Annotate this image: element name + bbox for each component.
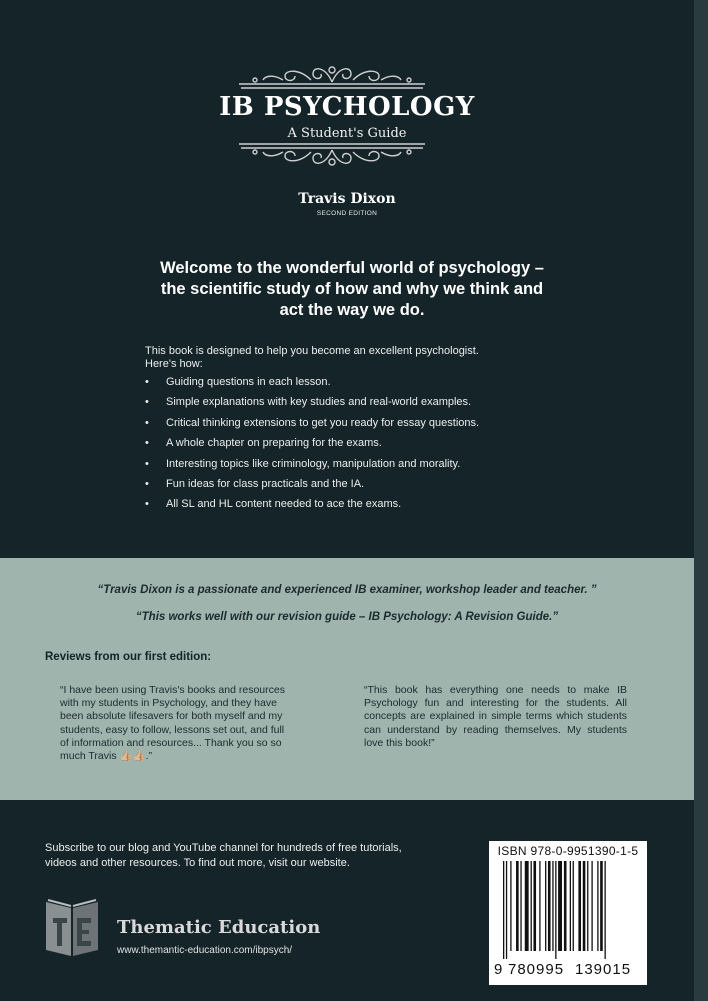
bullet-icon: • (145, 376, 149, 388)
barcode-bar (600, 861, 603, 951)
open-book-te-icon (44, 896, 100, 960)
barcode-digit-first: 9 (494, 961, 503, 978)
review-line: been absolute lifesavers for both myself and my (60, 710, 283, 723)
barcode-digits (489, 961, 647, 979)
endorsement-quote: “Travis Dixon is a passionate and experienced IB examiner, workshop leader and teacher. ” (97, 584, 597, 596)
intro-lead-line: Here's how: (145, 358, 203, 370)
review-line: of information and resources... Thank you so so (60, 736, 282, 749)
feature-text: A whole chapter on preparing for the exams. (166, 437, 382, 450)
feature-item (145, 478, 585, 498)
book-title: IB PSYCHOLOGY (219, 92, 475, 122)
flourish-top-icon (235, 60, 429, 92)
publisher-website: www.themantic-education.com/ibpsych/ (117, 945, 293, 956)
feature-item (145, 417, 585, 437)
barcode-bar (558, 861, 562, 951)
barcode-bar (552, 861, 553, 951)
spine-edge (694, 0, 708, 1001)
reviews-heading: Reviews from our first edition: (45, 651, 212, 663)
subscribe-line: Subscribe to our blog and YouTube channel for hundreds of free tutorials, (45, 842, 402, 854)
feature-item (145, 437, 585, 457)
edition-label: SECOND EDITION (316, 210, 378, 217)
barcode-bar (533, 861, 536, 951)
review-line: “I have been using Travis's books and resources (60, 684, 285, 696)
feature-text: Fun ideas for class practicals and the IA. (166, 477, 365, 490)
bullet-icon: • (145, 437, 149, 450)
subscribe-line: videos and other resources. To find out more, visit our website. (45, 857, 350, 869)
barcode-bar (548, 861, 551, 951)
barcode-bar (510, 861, 511, 951)
publisher-name: Thematic Education (117, 917, 321, 938)
barcode-bar (555, 861, 556, 959)
feature-text: Guiding questions in each lesson. (166, 376, 331, 388)
barcode-bar (539, 861, 540, 951)
barcode-bar (583, 861, 586, 951)
bullet-icon: • (145, 477, 149, 490)
barcode-bar (591, 861, 592, 951)
barcode-bar (516, 861, 519, 951)
review-line: with my students in Psychology, and they have (60, 697, 277, 710)
flourish-bottom-icon (235, 140, 429, 172)
barcode-bar (578, 861, 581, 951)
barcode-bar (587, 861, 588, 951)
review-right: “This book has everything one needs to make IB Psychology fun and interesting for the students. All concepts are explained in simple terms which students can understand by reading themselves. My students love this book!” (364, 684, 627, 749)
intro-lead (145, 345, 565, 371)
bullet-icon: • (145, 457, 149, 470)
barcode-bar (573, 861, 574, 951)
bullet-icon: • (145, 498, 149, 511)
barcode-bar (520, 861, 521, 951)
feature-text: Critical thinking extensions to get you ready for essay questions. (166, 416, 480, 429)
barcode-bars (501, 861, 641, 959)
author-name: Travis Dixon (298, 191, 396, 207)
feature-text: Interesting topics like criminology, manipulation and morality. (166, 457, 461, 470)
intro-headline (140, 258, 564, 321)
headline-line: Welcome to the wonderful world of psychology – (160, 259, 544, 277)
feature-item (145, 458, 585, 478)
barcode-bar (531, 861, 532, 951)
barcode-bar (545, 861, 546, 951)
barcode-bar (503, 861, 504, 959)
feature-list (145, 376, 585, 519)
cover-footer (0, 800, 694, 1001)
barcode-digit-group: 780995 (508, 961, 565, 978)
feature-item (145, 498, 585, 518)
barcode-bar (605, 861, 606, 959)
bullet-icon: • (145, 416, 149, 429)
bullet-icon: • (145, 396, 149, 409)
barcode-bar (506, 861, 507, 959)
barcode-bar (525, 861, 529, 951)
isbn-barcode (489, 841, 647, 985)
headline-line: the scientific study of how and why we think and (160, 280, 544, 298)
isbn-label: ISBN 978-0-9951390-1-5 (497, 844, 639, 858)
barcode-bar (570, 861, 571, 951)
feature-item (145, 396, 585, 416)
feature-item (145, 376, 585, 396)
review-line: much Travis 👍🏼👍🏼.” (60, 750, 153, 763)
review-left (60, 684, 323, 763)
feature-text: Simple explanations with key studies and real-world examples. (166, 396, 472, 409)
subscribe-text (45, 841, 465, 871)
review-line: students, easy to follow, lessons set out, and full (60, 723, 285, 736)
book-subtitle: A Student's Guide (287, 126, 407, 141)
barcode-bar (564, 861, 567, 951)
endorsement-quote: “This works well with our revision guide – IB Psychology: A Revision Guide.” (135, 611, 559, 623)
headline-line: act the way we do. (279, 301, 425, 319)
testimonials-band (0, 558, 694, 800)
barcode-bar (597, 861, 598, 951)
intro-lead-line: This book is designed to help you become an excellent psychologist. (145, 345, 479, 357)
barcode-digit-group: 139015 (575, 961, 632, 978)
feature-text: All SL and HL content needed to ace the exams. (166, 498, 402, 511)
